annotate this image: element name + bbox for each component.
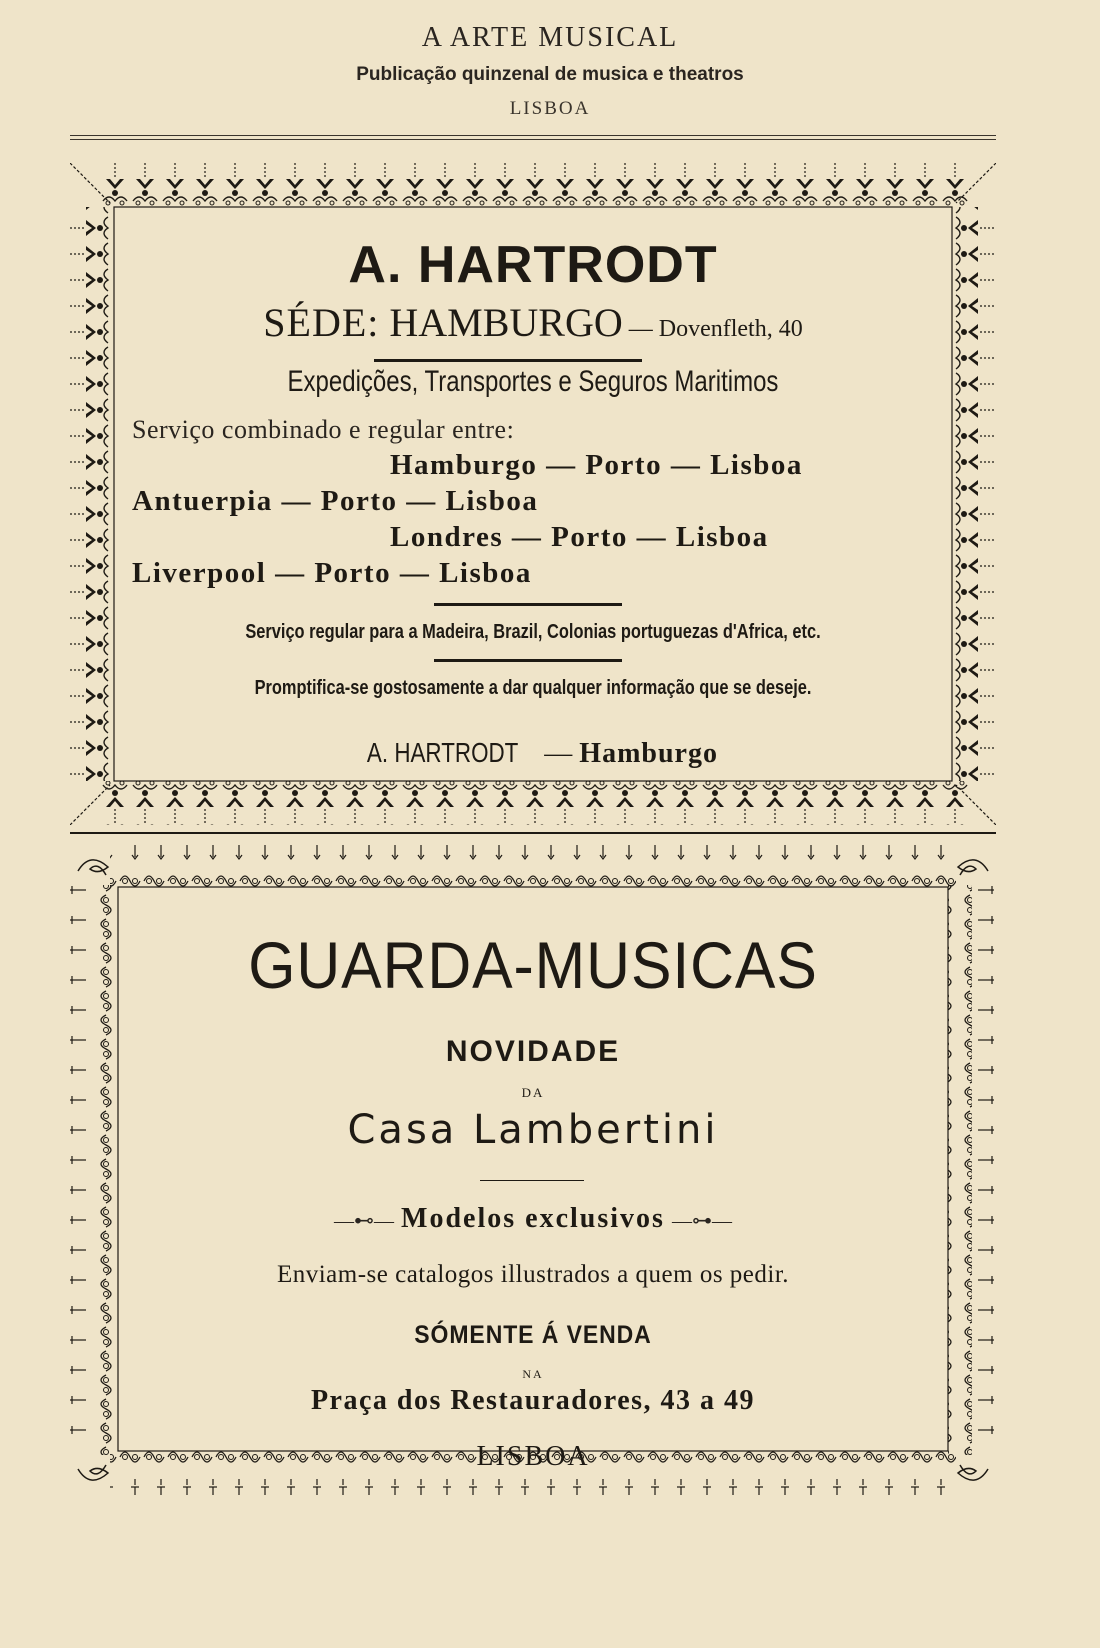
seat-line [124, 299, 942, 346]
signature-dash: — [537, 738, 580, 769]
shop-address: Praça dos Restauradores, 43 a 49 [310, 1385, 756, 1416]
models-line [130, 1203, 936, 1235]
seat-dash: — [622, 316, 659, 342]
regular-service: Serviço regular para a Madeira, Brazil, Colonias portuguezas d'Africa, etc. [245, 621, 821, 643]
regular-rule [434, 659, 622, 662]
magazine-subtitle: Publicação quinzenal de musica e theatros [356, 64, 744, 85]
seat-label: SÉDE: [263, 300, 380, 345]
catalog-offer: Enviam-se catalogos illustrados a quem os pedir. [276, 1261, 790, 1288]
da-label: DA [521, 1085, 545, 1100]
house-rule [480, 1180, 584, 1181]
signature-city: Hamburgo [579, 738, 718, 769]
route-londres: Londres — Porto — Lisboa [390, 521, 769, 553]
information-offer: Promptifica-se gostosamente a dar qualquer informação que se deseje. [254, 677, 812, 699]
novelty-label: NOVIDADE [445, 1035, 621, 1068]
lambertini-advertisement [70, 845, 996, 1495]
flourish-left-icon: —⊷— [334, 1210, 395, 1232]
route-antuerpia: Antuerpia — Porto — Lisboa [132, 485, 539, 517]
exclusive-models: Modelos exclusivos [401, 1203, 665, 1234]
route-liverpool: Liverpool — Porto — Lisboa [132, 557, 532, 589]
magazine-city: LISBOA [509, 98, 591, 119]
seat-address: Dovenfleth, 40 [658, 316, 803, 342]
signature-line [124, 737, 942, 770]
signature-name: A. HARTRODT [366, 737, 519, 768]
na-label: NA [522, 1367, 544, 1381]
route-hamburgo: Hamburgo — Porto — Lisboa [390, 449, 803, 481]
hartrodt-content [124, 213, 942, 769]
header-rule [70, 135, 996, 136]
section-separator [70, 832, 996, 834]
combined-service: Serviço combinado e regular entre: [132, 415, 515, 444]
services-line: Expedições, Transportes e Seguros Maritimos [287, 365, 779, 398]
shop-city: LISBOA [476, 1441, 590, 1472]
house-name: Casa Lambertini [347, 1107, 719, 1153]
sale-notice: SÓMENTE Á VENDA [414, 1321, 652, 1349]
header-rule [70, 139, 996, 140]
lambertini-content [130, 885, 936, 1472]
seat-city: HAMBURGO [389, 300, 623, 345]
firm-rule [374, 359, 642, 362]
flourish-right-icon: —⊶— [671, 1210, 732, 1232]
hartrodt-advertisement [70, 163, 996, 825]
magazine-title: A ARTE MUSICAL [421, 22, 679, 53]
routes-rule [434, 603, 622, 606]
firm-name: A. HARTRODT [348, 236, 718, 294]
product-title: GUARDA-MUSICAS [248, 928, 818, 1002]
